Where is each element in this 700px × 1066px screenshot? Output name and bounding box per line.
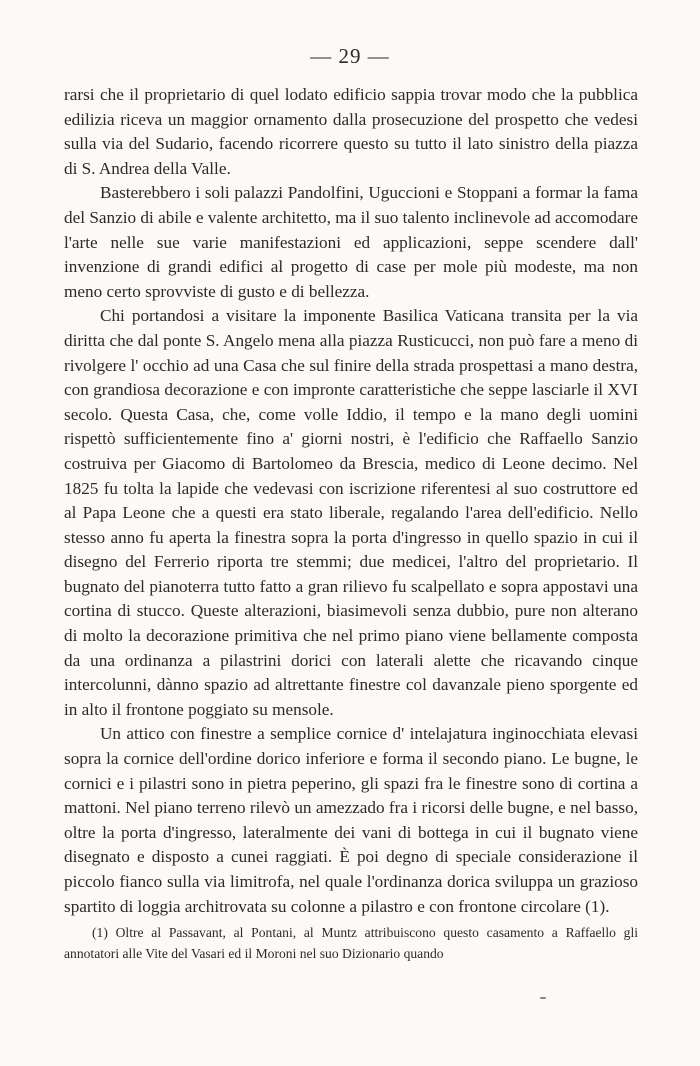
footnote bbox=[64, 922, 638, 964]
paragraph-2: Basterebbero i soli palazzi Pandolfini, Uguccioni e Stoppani a formar la fama del Sanzio di abile e valente architetto, ma il suo talento inclinevole ad accomodare l'arte nelle sue varie manifestazioni ed applicazioni, seppe scendere dall' invenzione di grandi edifici al progetto di case per mole più modeste, ma non meno certo sprovviste di gusto e di bellezza. bbox=[64, 183, 638, 301]
page-number: — 29 — bbox=[310, 44, 390, 68]
paragraph-1: rarsi che il proprietario di quel lodato edificio sappia trovar modo che la pubblica edilizia riceva un maggior ornamento dalla prosecuzione del prospetto che vedesi sulla via del Sudario, facendo ricorrere questo su tutto il lato sinistro della piazza di S. Andrea della Valle. bbox=[64, 85, 638, 178]
paragraph-4: Un attico con finestre a semplice cornice d' intelajatura inginocchiata elevasi sopra la cornice dell'ordine dorico inferiore e forma il secondo piano. Le bugne, le cornici e i pilastri sono in pietra peperino, gli spazi fra le finestre sono di cortina a mattoni. Nel piano terreno rilevò un amezzado fra i ricorsi delle bugne, e nel basso, oltre la porta d'ingresso, lateralmente dei vani di bottega in cui il bugnato viene disegnato e disposto a cunei raggiati. È poi degno di speciale considerazione il piccolo fianco sulla via limitrofa, nel quale l'ordinanza dorica sviluppa un grazioso spartito di loggia architrovata su colonne a pilastro e con frontone circolare (1). bbox=[64, 724, 638, 916]
ink-speck bbox=[540, 997, 546, 999]
paragraph-3: Chi portandosi a visitare la imponente Basilica Vaticana transita per la via diritta che dal ponte S. Angelo mena alla piazza Rusticucci, non può fare a meno di rivolgere l' occhio ad una Casa che sul finire della strada prospettasi a mano destra, con grandiosa decorazione e con impronte caratteristiche che seppe lasciarle il XVI secolo. Questa Casa, che, come volle Iddio, il tempo e la mano degli uomini rispettò sufficientemente fino a' giorni nostri, è l'edificio che Raffaello Sanzio costruiva per Giacomo di Bartolomeo da Brescia, medico di Leone decimo. Nel 1825 fu tolta la lapide che vedevasi con iscrizione riferentesi al suo costruttore ed al Papa Leone che a questi era stato liberale, regalando l'area dell'edificio. Nello stesso anno fu aperta la finestra sopra la porta d'ingresso in quello spazio in cui il disegno del Ferrerio riporta tre stemmi; due medicei, l'altro del proprietario. Il bugnato del pianoterra tutto fatto a gran rilievo fu scalpellato e sopra appostavi una cortina di stucco. Queste alterazioni, biasimevoli senza dubbio, pure non alterano di molto la decorazione primitiva che nel primo piano viene bellamente composta da una ordinanza a pilastrini dorici con laterali alette che ricavando cinque intercolunni, dànno spazio ad altrettante finestre col davanzale pieno sporgente ed in alto il frontone poggiato su mensole. bbox=[64, 306, 638, 719]
body-text bbox=[64, 83, 638, 919]
footnote-text: (1) Oltre al Passavant, al Pontani, al Muntz attribuiscono questo casamento a Raffaello gli annotatori alle Vite del Vasari ed il Moroni nel suo Dizionario quando bbox=[64, 925, 638, 961]
